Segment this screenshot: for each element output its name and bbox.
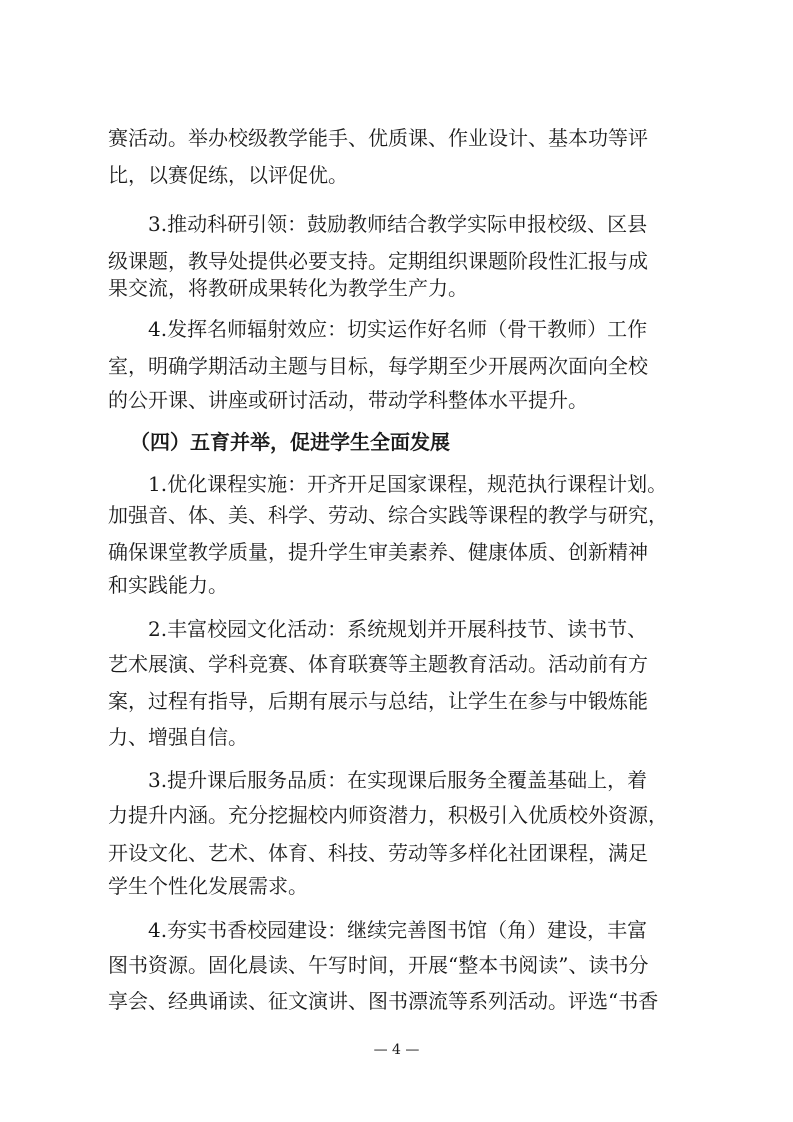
- body-line: 开设文化、艺术、体育、科技、劳动等多样化社团课程，满足: [108, 841, 648, 865]
- body-line: 力、增强自信。: [108, 725, 248, 749]
- body-line: 的公开课、讲座或研讨活动，带动学科整体水平提升。: [108, 388, 588, 412]
- paragraph-first-line: 4.夯实书香校园建设：继续完善图书馆（角）建设，丰富: [148, 918, 648, 942]
- page-number: — 4 —: [373, 1042, 420, 1058]
- paragraph-first-line: 3.推动科研引领：鼓励教师结合教学实际申报校级、区县: [148, 212, 648, 236]
- body-line: 享会、经典诵读、征文演讲、图书漂流等系列活动。评选“书香: [108, 989, 659, 1013]
- body-line: 学生个性化发展需求。: [108, 874, 308, 898]
- body-line: 案，过程有指导，后期有展示与总结，让学生在参与中锻炼能: [108, 689, 648, 713]
- body-line: 力提升内涵。充分挖掘校内师资潜力，积极引入优质校外资源，: [108, 803, 668, 827]
- paragraph-first-line: 3.提升课后服务品质：在实现课后服务全覆盖基础上，着: [148, 768, 648, 792]
- body-line: 加强音、体、美、科学、劳动、综合实践等课程的教学与研究，: [108, 503, 668, 527]
- body-line: 室，明确学期活动主题与目标，每学期至少开展两次面向全校: [108, 354, 648, 378]
- body-line: 图书资源。固化晨读、午写时间，开展“整本书阅读”、读书分: [108, 953, 649, 977]
- body-line: 艺术展演、学科竞赛、体育联赛等主题教育活动。活动前有方: [108, 652, 648, 676]
- body-line: 比，以赛促练，以评促优。: [108, 163, 348, 187]
- paragraph-first-line: 4.发挥名师辐射效应：切实运作好名师（骨干教师）工作: [148, 317, 648, 341]
- body-line: 果交流，将教研成果转化为教学生产力。: [108, 276, 468, 300]
- paragraph-first-line: 1.优化课程实施：开齐开足国家课程，规范执行课程计划。: [148, 472, 668, 496]
- body-line: 级课题，教导处提供必要支持。定期组织课题阶段性汇报与成: [108, 249, 648, 273]
- body-line: 和实践能力。: [108, 573, 228, 597]
- body-line: 确保课堂教学质量，提升学生审美素养、健康体质、创新精神: [108, 540, 648, 564]
- section-heading: （四）五育并举，促进学生全面发展: [130, 430, 450, 454]
- paragraph-first-line: 2.丰富校园文化活动：系统规划并开展科技节、读书节、: [148, 617, 648, 641]
- body-line: 赛活动。举办校级教学能手、优质课、作业设计、基本功等评: [108, 126, 648, 150]
